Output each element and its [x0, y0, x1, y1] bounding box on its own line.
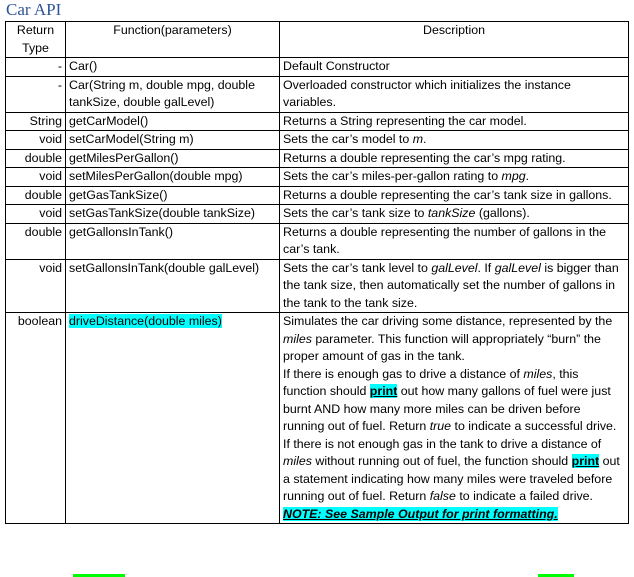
table-row: [6, 223, 629, 259]
return-type: String: [6, 112, 66, 131]
description: Sets the car’s tank size to tankSize (gallons).: [280, 205, 629, 224]
return-type: void: [6, 168, 66, 187]
description: [280, 313, 629, 524]
description-paragraph: If there is not enough gas in the tank to drive a distance of miles without running out of fuel, the function should print out a statement indicating how many miles were traveled before running out of fuel. Return false to indicate a failed drive.: [283, 436, 620, 503]
description: Returns a double representing the number of gallons in the car’s tank.: [280, 223, 629, 259]
table-row: [6, 149, 629, 168]
table-row: [6, 58, 629, 77]
return-type: -: [6, 76, 66, 112]
function-signature: getCarModel(): [66, 112, 280, 131]
highlighted-signature: driveDistance(double miles): [69, 314, 222, 328]
function-signature: [66, 313, 280, 524]
table-row: [6, 168, 629, 187]
print-keyword: print: [571, 454, 600, 468]
function-signature: setGasTankSize(double tankSize): [66, 205, 280, 224]
table-row: [6, 205, 629, 224]
table-row: [6, 76, 629, 112]
table-row: [6, 112, 629, 131]
return-type: boolean: [6, 313, 66, 524]
description-paragraph: If there is enough gas to drive a distance of miles, this function should print out how many gallons of fuel were just burnt AND how many more miles can be driven before running out of fuel. Return true to indicate a successful drive.: [283, 366, 617, 433]
function-signature: setMilesPerGallon(double mpg): [66, 168, 280, 187]
print-keyword: print: [369, 384, 398, 398]
header-function: Function(parameters): [66, 22, 280, 58]
function-signature: setCarModel(String m): [66, 131, 280, 150]
function-signature: getGallonsInTank(): [66, 223, 280, 259]
note-text: NOTE: See Sample Output for print formatting.: [283, 506, 558, 521]
description-paragraph: Simulates the car driving some distance, represented by the miles parameter. This function will appropriately “burn” the proper amount of gas in the tank.: [283, 314, 613, 363]
return-type: double: [6, 186, 66, 205]
return-type: void: [6, 259, 66, 313]
car-api-table: [5, 21, 629, 524]
header-description: Description: [280, 22, 629, 58]
description: Sets the car’s miles-per-gallon rating to mpg.: [280, 168, 629, 187]
header-return-type: Return Type: [6, 22, 66, 58]
description: Sets the car’s model to m.: [280, 131, 629, 150]
description: Returns a double representing the car’s tank size in gallons.: [280, 186, 629, 205]
note: [283, 506, 625, 524]
return-type: double: [6, 223, 66, 259]
header-row: [6, 22, 629, 58]
return-type: void: [6, 131, 66, 150]
return-type: double: [6, 149, 66, 168]
function-signature: getMilesPerGallon(): [66, 149, 280, 168]
function-signature: getGasTankSize(): [66, 186, 280, 205]
return-type: -: [6, 58, 66, 77]
description: Returns a String representing the car model.: [280, 112, 629, 131]
description: Overloaded constructor which initializes the instance variables.: [280, 76, 629, 112]
function-signature: Car(): [66, 58, 280, 77]
table-row-drive-distance: [6, 313, 629, 524]
description: Returns a double representing the car’s mpg rating.: [280, 149, 629, 168]
table-row: [6, 259, 629, 313]
table-row: [6, 186, 629, 205]
return-type: void: [6, 205, 66, 224]
function-signature: setGallonsInTank(double galLevel): [66, 259, 280, 313]
description: Sets the car’s tank level to galLevel. If galLevel is bigger than the tank size, then automatically set the number of gallons in the tank to the tank size.: [280, 259, 629, 313]
page-title: Car API: [6, 0, 62, 19]
description: Default Constructor: [280, 58, 629, 77]
function-signature: Car(String m, double mpg, double tankSize, double galLevel): [66, 76, 280, 112]
table-row: [6, 131, 629, 150]
